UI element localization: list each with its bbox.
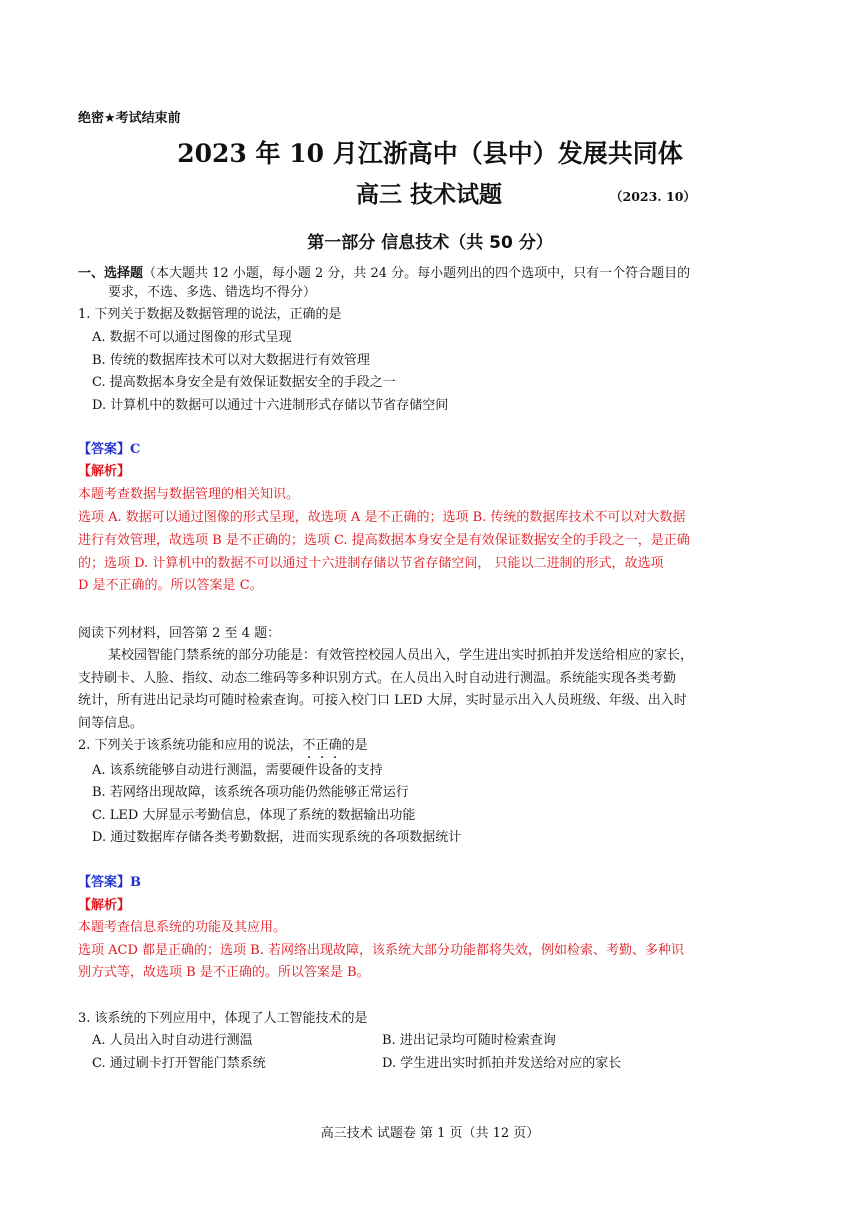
q1-option-d: D. 计算机中的数据可以通过十六进制形式存储以节省存储空间 <box>92 398 449 413</box>
q2-stem <box>78 735 368 757</box>
q1-answer-label: 【答案】 <box>78 442 131 457</box>
q1-analysis-line-5: D 是不正确的。所以答案是 C。 <box>78 578 263 593</box>
q1-answer-value: C <box>130 442 141 457</box>
material-line-2: 支持刷卡、人脸、指纹、动态二维码等多种识别方式。在人员出入时自动进行测温。系统能实现各类考勤 <box>78 671 677 686</box>
q2-emphasis-3: 确 <box>328 738 342 753</box>
q2-analysis-line-1: 本题考查信息系统的功能及其应用。 <box>78 920 287 935</box>
confidential-mark: 绝密★考试结束前 <box>78 111 181 126</box>
q2-analysis-line-3: 别方式等，故选项 B 是不正确的。所以答案是 B。 <box>78 965 370 980</box>
q3-option-d: D. 学生进出实时抓拍并发送给对应的家长 <box>382 1056 622 1071</box>
q3-option-b: B. 进出记录均可随时检索查询 <box>382 1033 556 1048</box>
q2-analysis-label: 【解析】 <box>78 898 131 913</box>
section-label: 一、选择题 <box>78 266 144 281</box>
exam-date: （2023. 10） <box>610 189 696 204</box>
q1-answer <box>78 439 140 461</box>
q1-stem: 1. 下列关于数据及数据管理的说法，正确的是 <box>78 307 342 322</box>
section-instruction-text: （本大题共 12 小题，每小题 2 分，共 24 分。每小题列出的四个选项中，只有一个符合题目的 <box>143 266 691 281</box>
q2-option-d: D. 通过数据库存储各类考勤数据，进而实现系统的各项数据统计 <box>92 830 462 845</box>
exam-title: 2023 年 10 月江浙高中（县中）发展共同体 <box>177 139 683 168</box>
q1-analysis-line-1: 本题考查数据与数据管理的相关知识。 <box>78 487 300 502</box>
q2-stem-pre: 2. 下列关于该系统功能和应用的说法， <box>78 738 303 753</box>
q3-option-a: A. 人员出入时自动进行测温 <box>92 1033 253 1048</box>
q1-analysis-line-2: 选项 A. 数据可以通过图像的形式呈现，故选项 A 是不正确的；选项 B. 传统的数据库技术不可以对大数据 <box>78 510 686 525</box>
q2-emphasis-2: 正 <box>315 738 329 753</box>
q2-analysis-line-2: 选项 ACD 都是正确的；选项 B. 若网络出现故障，该系统大部分功能都将失效，例如检索、考勤、多种识 <box>78 943 684 958</box>
section-instruction-cont: 要求，不选、多选、错选均不得分） <box>108 285 317 300</box>
q1-analysis-line-3: 进行有效管理，故选项 B 是不正确的；选项 C. 提高数据本身安全是有效保证数据安全的手段之一，是正确 <box>78 533 690 548</box>
q1-analysis-line-4: 的；选项 D. 计算机中的数据不可以通过十六进制存储以节省存储空间， 只能以二进制的形式，故选项 <box>78 556 664 571</box>
q2-option-b: B. 若网络出现故障，该系统各项功能仍然能够正常运行 <box>92 785 409 800</box>
q3-option-c: C. 通过刷卡打开智能门禁系统 <box>92 1056 266 1071</box>
q2-answer-label: 【答案】 <box>78 875 131 890</box>
material-intro: 阅读下列材料，回答第 2 至 4 题： <box>78 626 281 641</box>
exam-subtitle: 高三 技术试题 <box>356 182 503 208</box>
q2-option-a: A. 该系统能够自动进行测温，需要硬件设备的支持 <box>92 763 383 778</box>
q2-emphasis-1: 不 <box>302 738 316 753</box>
q1-option-c: C. 提高数据本身安全是有效保证数据安全的手段之一 <box>92 375 396 390</box>
q2-answer <box>78 872 141 894</box>
material-line-1: 某校园智能门禁系统的部分功能是：有效管控校园人员出入，学生进出实时抓拍并发送给相应的家长， <box>108 648 694 663</box>
q1-option-b: B. 传统的数据库技术可以对大数据进行有效管理 <box>92 353 370 368</box>
q1-option-a: A. 数据不可以通过图像的形式呈现 <box>92 330 292 345</box>
part-heading: 第一部分 信息技术（共 50 分） <box>307 233 553 253</box>
q3-stem: 3. 该系统的下列应用中，体现了人工智能技术的是 <box>78 1011 368 1026</box>
q2-stem-post: 的是 <box>341 738 368 753</box>
q2-answer-value: B <box>130 875 142 890</box>
q1-analysis-label: 【解析】 <box>78 464 131 479</box>
q2-option-c: C. LED 大屏显示考勤信息，体现了系统的数据输出功能 <box>92 808 416 823</box>
page-footer: 高三技术 试题卷 第 1 页（共 12 页） <box>320 1126 540 1141</box>
material-line-4: 间等信息。 <box>78 716 144 731</box>
material-line-3: 统计，所有进出记录均可随时检索查询。可接入校门口 LED 大屏，实时显示出入人员班级、年级、出入时 <box>78 693 687 708</box>
